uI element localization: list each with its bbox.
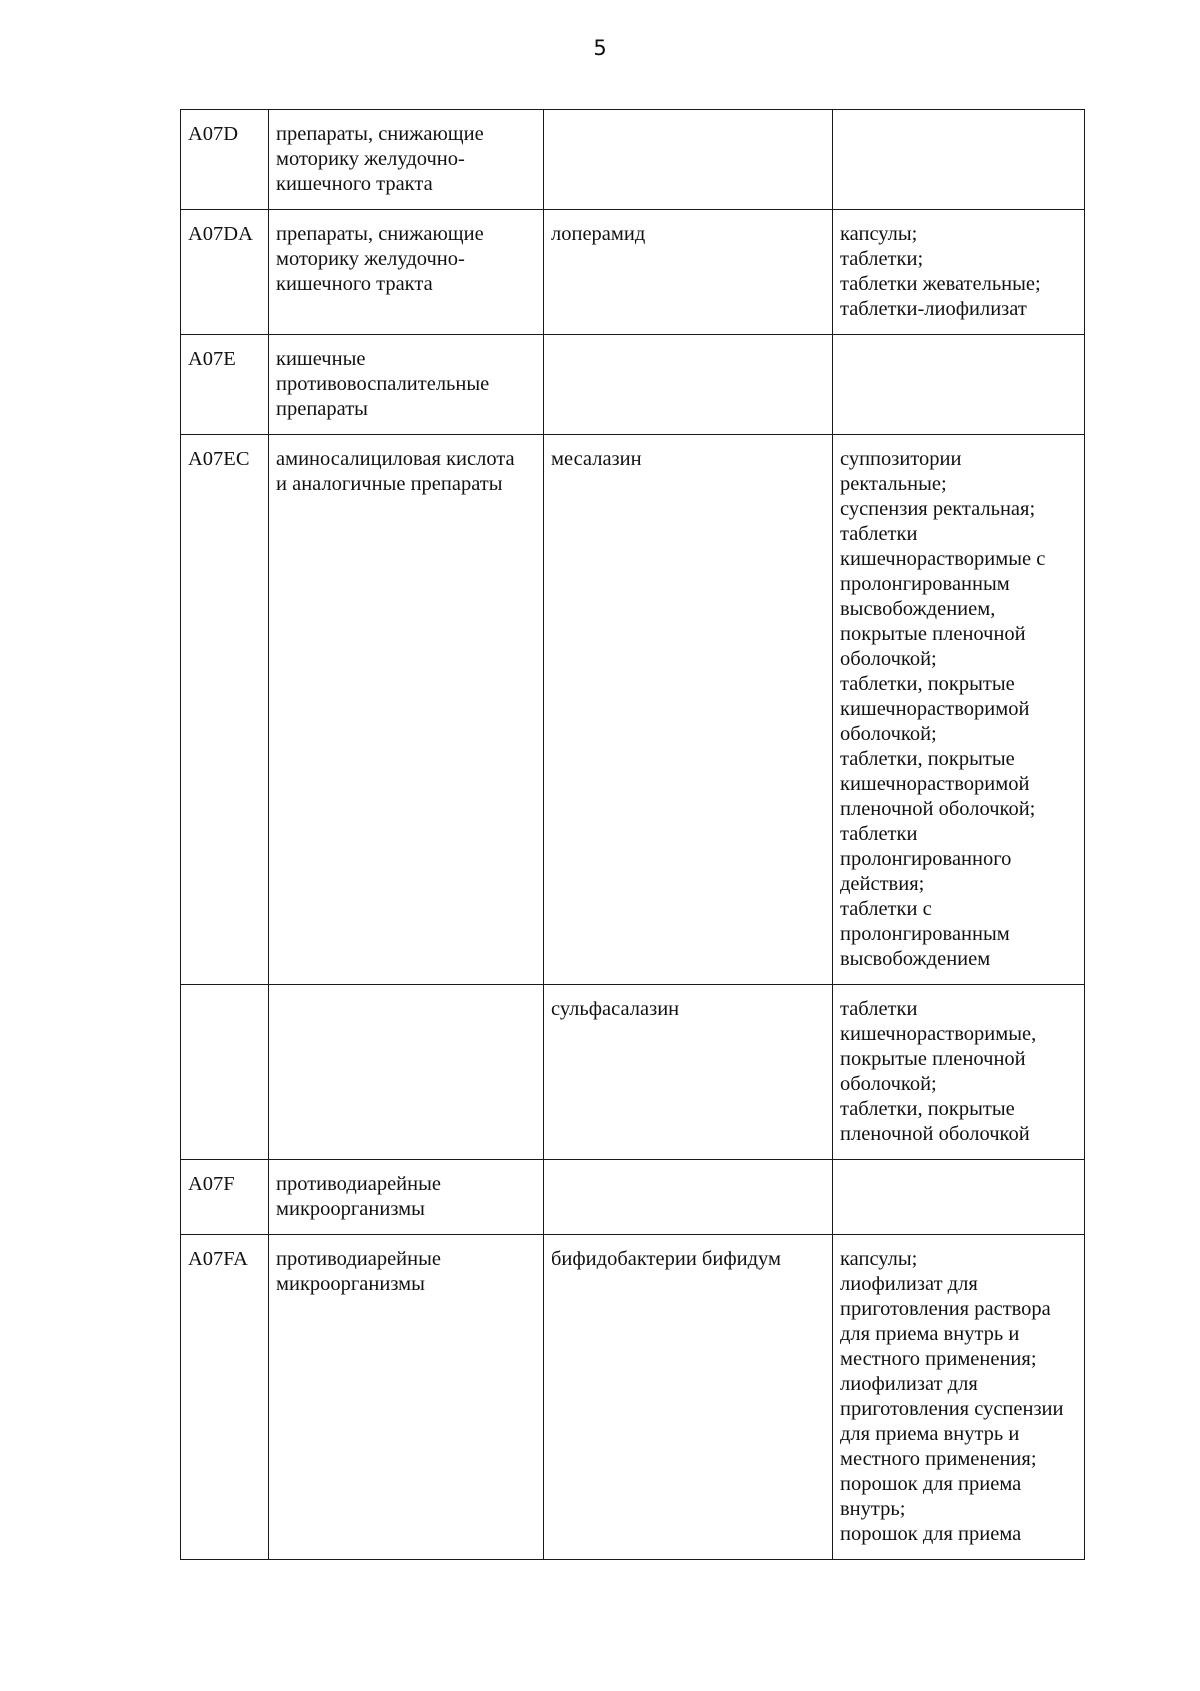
- group-name-line: препараты: [276, 398, 368, 420]
- dosage-form-line: приготовления раствора: [840, 1298, 1051, 1320]
- dosage-form-line: местного применения;: [840, 1448, 1037, 1470]
- dosage-form-line: таблетки, покрытые: [840, 673, 1015, 695]
- atc-code: A07D: [188, 123, 239, 145]
- drug-name-cell: [544, 210, 833, 335]
- dosage-form-line: кишечнорастворимые с: [840, 548, 1046, 570]
- atc-code: A07E: [188, 348, 236, 370]
- dosage-form-line: суспензия ректальная;: [840, 498, 1036, 520]
- group-name-line: препараты, снижающие: [276, 123, 484, 145]
- dosage-form-line: оболочкой;: [840, 1073, 937, 1095]
- group-name-cell: [269, 435, 544, 985]
- table-row: [181, 110, 1085, 210]
- dosage-form-cell: [833, 1160, 1085, 1235]
- drug-name-cell: [544, 110, 833, 210]
- table-row: [181, 335, 1085, 435]
- drug-name-cell: [544, 985, 833, 1160]
- group-name-cell: [269, 210, 544, 335]
- dosage-form-line: высвобождением,: [840, 598, 996, 620]
- atc-code-cell: [181, 1235, 269, 1560]
- dosage-form-line: таблетки, покрытые: [840, 748, 1015, 770]
- dosage-form-line: для приема внутрь и: [840, 1323, 1020, 1345]
- dosage-form-line: лиофилизат для: [840, 1273, 978, 1295]
- drug-name: бифидобактерии бифидум: [551, 1248, 781, 1270]
- dosage-form-line: пролонгированного: [840, 848, 1012, 870]
- dosage-form-line: таблетки-лиофилизат: [840, 298, 1027, 320]
- dosage-form-line: покрытые пленочной: [840, 623, 1026, 645]
- dosage-form-cell: [833, 110, 1085, 210]
- drug-table: [180, 109, 1085, 1560]
- dosage-form-line: покрытые пленочной: [840, 1048, 1026, 1070]
- group-name-cell: [269, 1160, 544, 1235]
- dosage-form-line: таблетки: [840, 523, 918, 545]
- drug-name-cell: [544, 335, 833, 435]
- dosage-form-line: таблетки с: [840, 898, 932, 920]
- group-name-line: аминосалициловая кислота: [276, 448, 515, 470]
- atc-code-cell: [181, 435, 269, 985]
- atc-code-cell: [181, 985, 269, 1160]
- drug-name: месалазин: [551, 448, 642, 470]
- atc-code-cell: [181, 1160, 269, 1235]
- dosage-form-line: порошок для приема: [840, 1473, 1022, 1495]
- atc-code: A07F: [188, 1173, 235, 1195]
- drug-name-cell: [544, 1235, 833, 1560]
- dosage-form-line: кишечнорастворимой: [840, 773, 1030, 795]
- group-name-cell: [269, 1235, 544, 1560]
- dosage-form-line: таблетки жевательные;: [840, 273, 1041, 295]
- group-name-line: препараты, снижающие: [276, 223, 484, 245]
- dosage-form-line: оболочкой;: [840, 723, 937, 745]
- drug-name-cell: [544, 435, 833, 985]
- drug-name: сульфасалазин: [551, 998, 680, 1020]
- atc-code-cell: [181, 110, 269, 210]
- group-name-line: моторику желудочно-: [276, 148, 465, 170]
- table-body: [181, 110, 1085, 1560]
- dosage-form-line: пролонгированным: [840, 923, 1010, 945]
- dosage-form-cell: [833, 985, 1085, 1160]
- page-number: 5: [593, 36, 607, 60]
- dosage-form-line: пленочной оболочкой: [840, 1123, 1030, 1145]
- dosage-form-line: кишечнорастворимые,: [840, 1023, 1037, 1045]
- dosage-form-line: ректальные;: [840, 473, 947, 495]
- atc-code-cell: [181, 335, 269, 435]
- dosage-form-line: приготовления суспензии: [840, 1398, 1064, 1420]
- dosage-form-line: оболочкой;: [840, 648, 937, 670]
- dosage-form-line: пленочной оболочкой;: [840, 798, 1036, 820]
- table-row: [181, 985, 1085, 1160]
- drug-name-cell: [544, 1160, 833, 1235]
- dosage-form-line: суппозитории: [840, 448, 962, 470]
- dosage-form-line: высвобождением: [840, 948, 991, 970]
- group-name-cell: [269, 985, 544, 1160]
- dosage-form-line: кишечнорастворимой: [840, 698, 1030, 720]
- atc-code-cell: [181, 210, 269, 335]
- group-name-line: микроорганизмы: [276, 1198, 425, 1220]
- dosage-form-line: таблетки: [840, 823, 918, 845]
- group-name-line: кишечного тракта: [276, 173, 433, 195]
- dosage-form-line: таблетки, покрытые: [840, 1098, 1015, 1120]
- dosage-form-line: капсулы;: [840, 1248, 918, 1270]
- group-name-line: кишечные: [276, 348, 366, 370]
- dosage-form-line: внутрь;: [840, 1498, 906, 1520]
- dosage-form-line: капсулы;: [840, 223, 918, 245]
- dosage-form-line: пролонгированным: [840, 573, 1010, 595]
- table-row: [181, 210, 1085, 335]
- atc-code: A07DA: [188, 223, 253, 245]
- atc-code: A07EC: [188, 448, 250, 470]
- dosage-form-line: таблетки;: [840, 248, 924, 270]
- drug-name: лоперамид: [551, 223, 646, 245]
- group-name-line: и аналогичные препараты: [276, 473, 503, 495]
- group-name-line: микроорганизмы: [276, 1273, 425, 1295]
- table-row: [181, 435, 1085, 985]
- dosage-form-cell: [833, 210, 1085, 335]
- group-name-line: противовоспалительные: [276, 373, 490, 395]
- table-row: [181, 1160, 1085, 1235]
- dosage-form-line: лиофилизат для: [840, 1373, 978, 1395]
- group-name-line: противодиарейные: [276, 1248, 441, 1270]
- dosage-form-cell: [833, 1235, 1085, 1560]
- group-name-cell: [269, 335, 544, 435]
- dosage-form-cell: [833, 335, 1085, 435]
- dosage-form-cell: [833, 435, 1085, 985]
- dosage-form-line: таблетки: [840, 998, 918, 1020]
- atc-code: A07FA: [188, 1248, 248, 1270]
- group-name-line: противодиарейные: [276, 1173, 441, 1195]
- group-name-cell: [269, 110, 544, 210]
- group-name-line: моторику желудочно-: [276, 248, 465, 270]
- table-row: [181, 1235, 1085, 1560]
- dosage-form-line: порошок для приема: [840, 1523, 1022, 1545]
- group-name-line: кишечного тракта: [276, 273, 433, 295]
- dosage-form-line: для приема внутрь и: [840, 1423, 1020, 1445]
- dosage-form-line: местного применения;: [840, 1348, 1037, 1370]
- dosage-form-line: действия;: [840, 873, 925, 895]
